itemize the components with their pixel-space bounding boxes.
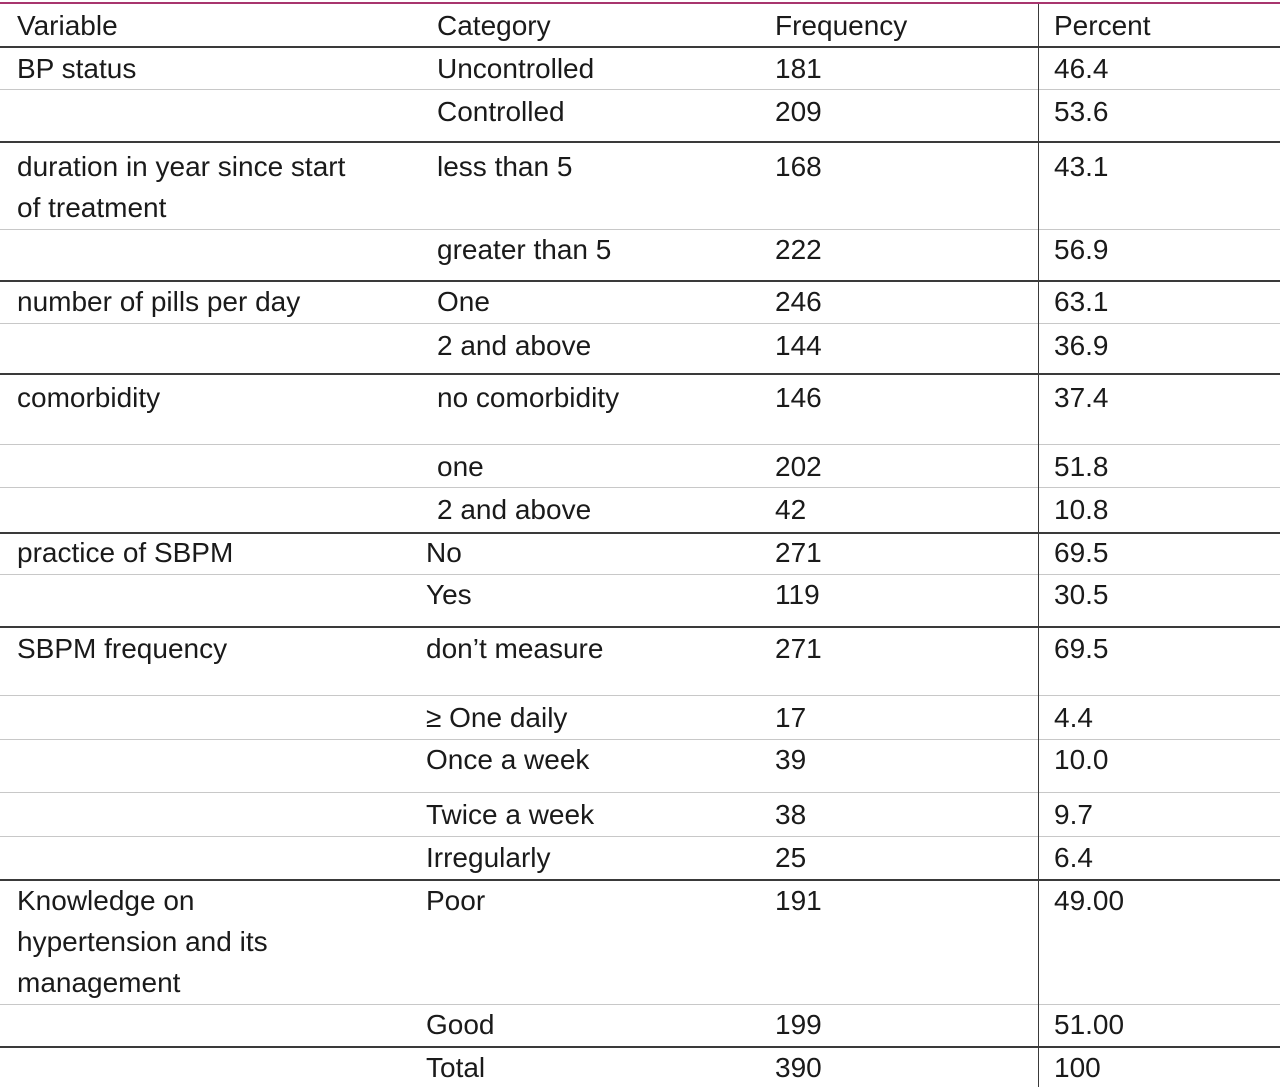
cell-category: 2 and above	[437, 330, 592, 361]
cell-frequency: 390	[775, 1052, 822, 1083]
cell-category: Once a week	[426, 744, 590, 775]
header-percent: Percent	[1054, 10, 1151, 41]
cell-category: Yes	[426, 579, 472, 610]
cell-category: No	[426, 537, 462, 568]
cell-percent: 10.0	[1054, 744, 1109, 775]
cell-percent: 100	[1054, 1052, 1101, 1083]
cell-percent: 36.9	[1054, 330, 1109, 361]
cell-frequency: 38	[775, 799, 807, 830]
cell-frequency: 209	[775, 96, 822, 127]
cell-frequency: 191	[775, 885, 822, 916]
cell-percent: 46.4	[1054, 53, 1109, 84]
cell-percent: 30.5	[1054, 579, 1109, 610]
cell-frequency: 271	[775, 633, 822, 664]
header-category: Category	[437, 10, 551, 41]
cell-percent: 51.00	[1054, 1009, 1125, 1040]
cell-category: less than 5	[437, 151, 573, 182]
cell-percent: 69.5	[1054, 633, 1109, 664]
cell-category: Controlled	[437, 96, 565, 127]
cell-frequency: 119	[775, 579, 820, 610]
cell-percent: 10.8	[1054, 494, 1109, 525]
cell-category: Twice a week	[426, 799, 595, 830]
cell-category: don’t measure	[426, 633, 604, 664]
cell-category: no comorbidity	[437, 382, 620, 413]
cell-category: Irregularly	[426, 842, 551, 873]
cell-frequency: 199	[775, 1009, 822, 1040]
cell-percent: 49.00	[1054, 885, 1125, 916]
cell-frequency: 17	[775, 702, 807, 733]
cell-frequency: 168	[775, 151, 822, 182]
cell-category: Total	[426, 1052, 486, 1083]
cell-percent: 69.5	[1054, 537, 1109, 568]
cell-variable: BP status	[17, 53, 137, 84]
cell-frequency: 271	[775, 537, 822, 568]
header-frequency: Frequency	[775, 10, 908, 41]
cell-variable: number of pills per day	[17, 286, 301, 317]
cell-percent: 37.4	[1054, 382, 1109, 413]
row-divider	[0, 141, 1280, 143]
row-separator	[0, 792, 1280, 793]
cell-percent: 9.7	[1054, 799, 1093, 830]
cell-category: Poor	[426, 885, 486, 916]
row-separator	[0, 89, 1280, 90]
cell-frequency: 25	[775, 842, 807, 873]
cell-category: ≥ One daily	[426, 702, 568, 733]
header-variable: Variable	[17, 10, 118, 41]
cell-category: One	[437, 286, 490, 317]
cell-category: Uncontrolled	[437, 53, 595, 84]
cell-category: 2 and above	[437, 494, 592, 525]
cell-category: Good	[426, 1009, 495, 1040]
cell-percent: 4.4	[1054, 702, 1093, 733]
cell-category: one	[437, 451, 484, 482]
row-separator	[0, 323, 1280, 324]
row-separator	[0, 444, 1280, 445]
cell-variable: practice of SBPM	[17, 537, 234, 568]
cell-percent: 51.8	[1054, 451, 1109, 482]
column-divider	[1038, 4, 1039, 1087]
cell-variable: duration in year since start of treatment	[17, 151, 346, 223]
cell-variable: Knowledge on hypertension and its management	[17, 885, 268, 998]
cell-percent: 63.1	[1054, 286, 1109, 317]
cell-frequency: 202	[775, 451, 822, 482]
cell-category: greater than 5	[437, 234, 612, 265]
table-top-rule	[0, 2, 1280, 4]
cell-frequency: 144	[775, 330, 822, 361]
cell-frequency: 42	[775, 494, 807, 525]
cell-percent: 56.9	[1054, 234, 1109, 265]
cell-variable: comorbidity	[17, 382, 161, 413]
cell-percent: 6.4	[1054, 842, 1093, 873]
cell-frequency: 222	[775, 234, 822, 265]
row-separator	[0, 487, 1280, 488]
cell-frequency: 146	[775, 382, 822, 413]
cell-frequency: 246	[775, 286, 822, 317]
row-separator	[0, 695, 1280, 696]
row-divider	[0, 373, 1280, 375]
cell-frequency: 39	[775, 744, 807, 775]
cell-percent: 43.1	[1054, 151, 1109, 182]
cell-percent: 53.6	[1054, 96, 1109, 127]
cell-frequency: 181	[775, 53, 822, 84]
cell-variable: SBPM frequency	[17, 633, 228, 664]
